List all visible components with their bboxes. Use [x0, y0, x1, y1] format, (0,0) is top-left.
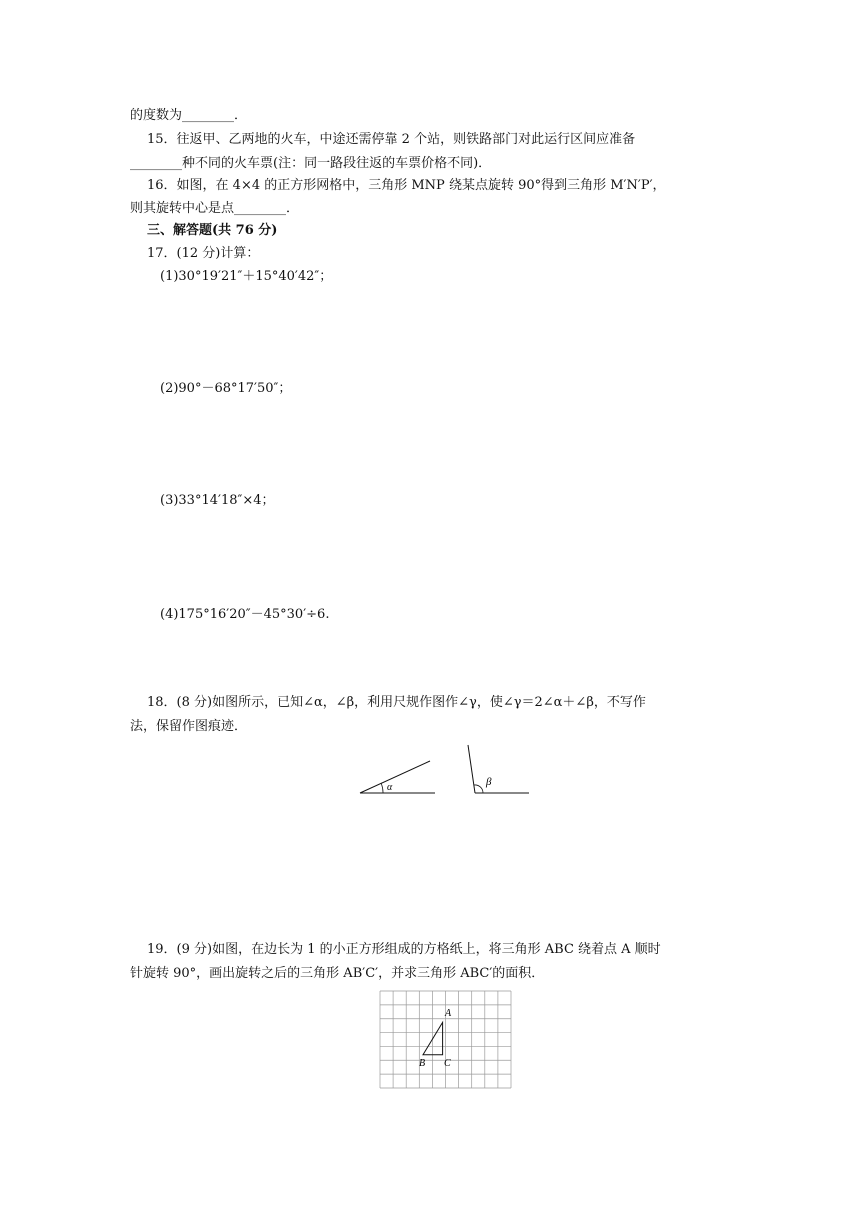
q14-tail: 的度数为________．	[130, 108, 248, 123]
q15-line2: ________种不同的火车票(注：同一路段往返的车票价格不同)．	[130, 156, 492, 171]
grid-lines	[380, 991, 511, 1088]
q15-line1: 15．往返甲、乙两地的火车，中途还需停靠 2 个站，则铁路部门对此运行区间应准备	[147, 132, 636, 147]
q19-line2: 针旋转 90°，画出旋转之后的三角形 AB′C′，并求三角形 ABC′的面积．	[130, 966, 545, 981]
angle-figures	[355, 738, 540, 803]
q17-part3: (3)33°14′18″×4；	[160, 493, 275, 508]
section-heading: 三、解答题(共 76 分)	[147, 223, 278, 238]
q17-part2: (2)90°－68°17′50″；	[160, 381, 292, 396]
q19-line1: 19．(9 分)如图，在边长为 1 的小正方形组成的方格纸上，将三角形 ABC 绕着点 A 顺时	[147, 942, 661, 957]
alpha-label: α	[387, 782, 393, 793]
point-b-label: B	[419, 1058, 426, 1069]
point-c-label: C	[444, 1058, 451, 1069]
triangle-abc	[423, 1022, 443, 1054]
q17-part4: (4)175°16′20″－45°30′÷6.	[160, 607, 330, 622]
angle-beta-figure	[468, 745, 529, 793]
beta-label: β	[486, 776, 492, 788]
q18-line1: 18．(8 分)如图所示，已知∠α，∠β，利用尺规作图作∠γ，使∠γ＝2∠α＋∠β，不写作	[147, 695, 646, 710]
q16-line2: 则其旋转中心是点________．	[130, 201, 300, 216]
point-a-label: A	[445, 1008, 452, 1019]
angle-alpha-figure	[360, 761, 435, 793]
q18-line2: 法，保留作图痕迹．	[130, 719, 248, 734]
grid-figure	[379, 990, 512, 1089]
q17-part1: (1)30°19′21″＋15°40′42″；	[160, 269, 333, 284]
q17-stem: 17．(12 分)计算：	[147, 246, 260, 261]
q16-line1: 16．如图，在 4×4 的正方形网格中，三角形 MNP 绕某点旋转 90°得到三角形 M′N′P′，	[147, 178, 666, 193]
